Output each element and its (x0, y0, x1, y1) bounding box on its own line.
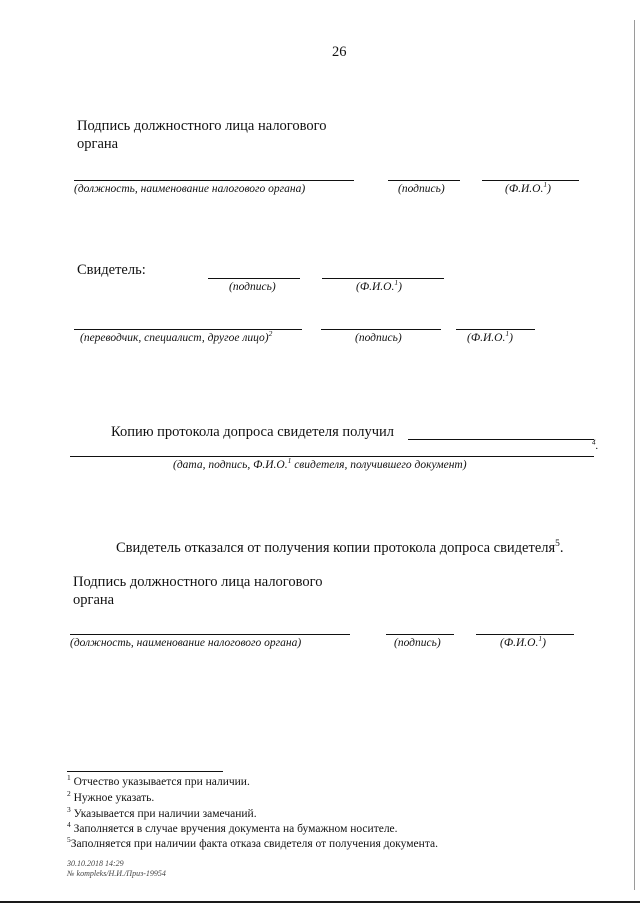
signature-caption: (подпись) (398, 183, 445, 195)
footnote-3: $^3$ Указывается при наличии замечаний. (67, 805, 257, 820)
footnote-separator (67, 771, 223, 772)
position-caption-2: (должность, наименование налогового органа) (70, 637, 302, 649)
footnote-4: $^4$ Заполняется в случае вручения документа на бумажном носителе. (67, 820, 398, 835)
refused-text: Свидетель отказался от получения копии протокола допроса свидетеля$^5$. (116, 539, 564, 556)
scan-right-edge (634, 20, 635, 890)
position-caption: (должность, наименование налогового органа) (74, 183, 306, 195)
copy-received-caption: (дата, подпись, Ф.И.О.$^1$ свидетеля, получившего документ) (173, 456, 467, 471)
footnote-5: $^5$Заполняется при наличии факта отказа свидетеля от получения документа. (67, 835, 438, 850)
fio-caption-2: (Ф.И.О.$^1$) (500, 634, 546, 649)
copy-received-line-2 (70, 456, 594, 457)
footnote-2: $^2$ Нужное указать. (67, 789, 155, 804)
fio-line-2 (476, 634, 574, 635)
fio-line (482, 180, 579, 181)
fio-caption: (Ф.И.О.$^1$) (505, 180, 551, 195)
witness-signature-caption: (подпись) (229, 281, 276, 293)
print-stamp-line1: 30.10.2018 14:29 (67, 859, 124, 868)
page-number: 26 (332, 44, 347, 60)
witness-label: Свидетель: (77, 262, 146, 278)
signature-line-2 (386, 634, 454, 635)
official-signature-heading-2-line1: Подпись должностного лица налогового (73, 574, 323, 590)
role-fio-caption: (Ф.И.О.$^1$) (467, 329, 513, 344)
position-line (74, 180, 354, 181)
scan-bottom-edge (0, 901, 640, 903)
witness-fio-caption: (Ф.И.О.$^1$) (356, 278, 402, 293)
role-signature-caption: (подпись) (355, 332, 402, 344)
copy-received-text: Копию протокола допроса свидетеля получил (111, 424, 394, 440)
witness-fio-line (322, 278, 444, 279)
signature-caption-2: (подпись) (394, 637, 441, 649)
role-caption: (переводчик, специалист, другое лицо)$^2$ (80, 329, 273, 344)
official-signature-heading-line1: Подпись должностного лица налогового (77, 118, 327, 134)
signature-line (388, 180, 460, 181)
footnote-1: $^1$ Отчество указывается при наличии. (67, 773, 250, 788)
official-signature-heading-line2: органа (77, 136, 119, 152)
copy-received-footnote-mark: $^4$. (592, 438, 599, 452)
role-signature-line (321, 329, 441, 330)
position-line-2 (70, 634, 350, 635)
role-fio-line (456, 329, 535, 330)
official-signature-heading-2-line2: органа (73, 592, 115, 608)
print-stamp-line2: № kompleks/Н.И./Приз-19954 (67, 869, 166, 878)
witness-signature-line (208, 278, 300, 279)
copy-received-line-1 (408, 439, 594, 440)
